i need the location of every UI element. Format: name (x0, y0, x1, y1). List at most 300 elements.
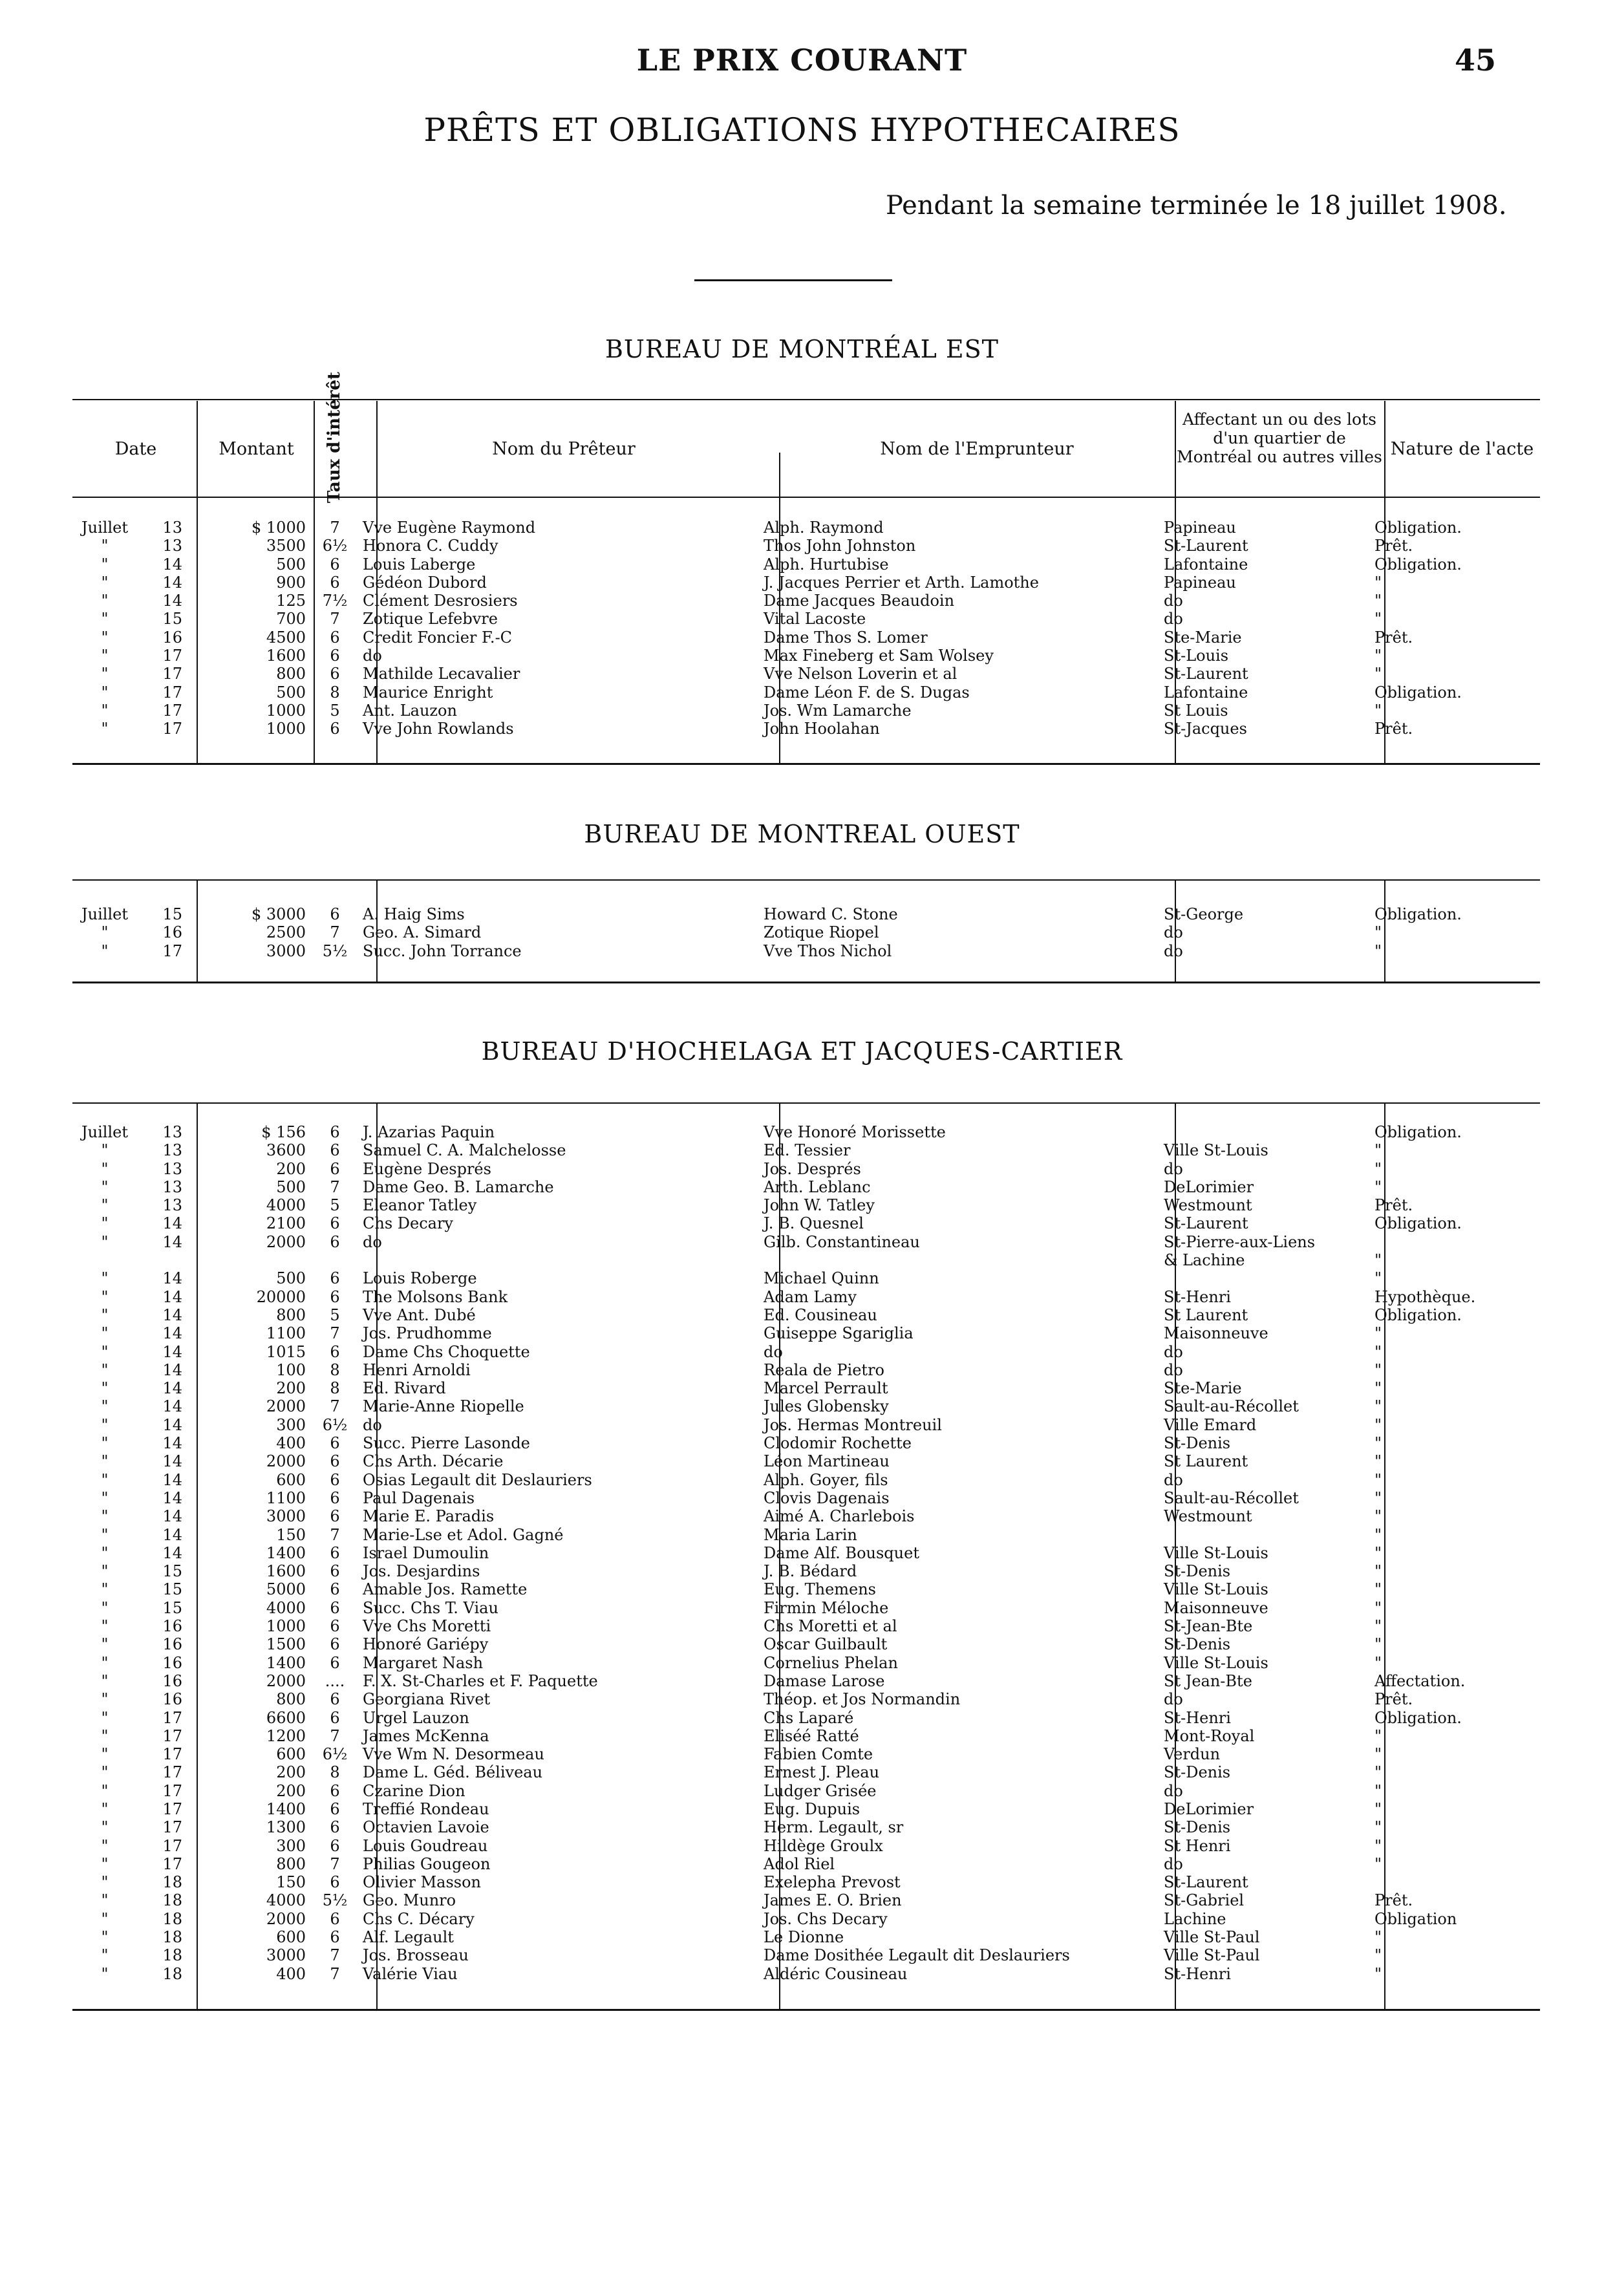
table-row (72, 942, 1549, 960)
date-day: 14 (162, 1342, 182, 1361)
amount-cell: 1600 (266, 1562, 306, 1581)
date-month: " (101, 647, 109, 665)
quarter-cell: Ville St-Louis (1164, 1580, 1268, 1599)
lender-cell: James McKenna (363, 1726, 489, 1745)
rate-cell: 8 (330, 1379, 340, 1398)
date-month: " (101, 1141, 109, 1160)
date-day: 18 (162, 1928, 182, 1947)
date-cell (72, 1361, 199, 1379)
table-row (72, 1324, 1549, 1342)
nature-cell: " (1374, 1177, 1382, 1196)
nature-cell: Prêt. (1374, 1690, 1413, 1709)
date-month: Juillet (81, 905, 128, 923)
table-hochelaga (72, 1123, 1549, 1983)
quarter-cell: St Jean-Bte (1164, 1671, 1252, 1690)
table-row (72, 1160, 1549, 1178)
nature-cell: Hypothèque. (1374, 1287, 1476, 1306)
nature-cell: Affectation. (1374, 1671, 1466, 1690)
nature-cell: " (1374, 1452, 1382, 1471)
nature-cell: " (1374, 1360, 1382, 1379)
table-montreal-est (72, 519, 1549, 738)
date-month: " (101, 941, 109, 960)
date-day: 17 (162, 647, 182, 665)
table-row (72, 1233, 1549, 1251)
borrower-cell: Jos. Hermas Montreuil (764, 1415, 942, 1434)
quarter-cell: St-Laurent (1164, 537, 1248, 555)
lender-cell: Louis Roberge (363, 1269, 477, 1288)
date-cell (72, 1580, 199, 1598)
table-row (72, 1452, 1549, 1470)
date-day: 14 (162, 1324, 182, 1343)
quarter-cell: St-Laurent (1164, 665, 1248, 683)
section-2-top-rule (72, 879, 1540, 881)
nature-cell: Prêt. (1374, 537, 1413, 555)
date-cell (72, 1654, 199, 1672)
borrower-cell: Hildège Groulx (764, 1836, 883, 1855)
nature-cell: " (1374, 610, 1382, 628)
amount-cell: 2000 (266, 1452, 306, 1471)
nature-cell: " (1374, 1928, 1382, 1947)
amount-cell: 1100 (266, 1324, 306, 1343)
borrower-cell: Adam Lamy (764, 1287, 857, 1306)
date-cell (72, 702, 199, 720)
borrower-cell: Le Dionne (764, 1928, 844, 1947)
quarter-cell: Sault-au-Récollet (1164, 1397, 1299, 1416)
amount-cell: 800 (276, 665, 306, 683)
nature-cell: Obligation. (1374, 683, 1462, 702)
table-row (72, 1434, 1549, 1452)
quarter-cell: Ville St-Louis (1164, 1543, 1268, 1562)
quarter-cell: St-Laurent (1164, 1873, 1248, 1892)
quarter-cell: Papineau (1164, 573, 1236, 592)
borrower-cell: Eliséé Ratté (764, 1726, 859, 1745)
rate-cell: 5½ (322, 1891, 348, 1910)
date-day: 14 (162, 1434, 182, 1453)
date-month: " (101, 1196, 109, 1215)
table-row (72, 1672, 1549, 1690)
rate-cell: 7 (330, 923, 340, 942)
rate-cell: 7 (330, 519, 340, 537)
borrower-cell: Howard C. Stone (764, 905, 898, 923)
date-month: " (101, 1635, 109, 1654)
borrower-cell: Vital Lacoste (764, 610, 866, 628)
rate-cell: 6½ (322, 1415, 348, 1434)
date-day: 17 (162, 1763, 182, 1782)
quarter-cell: Maisonneuve (1164, 1324, 1268, 1343)
table-row (72, 683, 1549, 702)
nature-cell: " (1374, 1726, 1382, 1745)
borrower-cell: Thos John Johnston (764, 537, 916, 555)
date-month: " (101, 701, 109, 720)
date-day: 17 (162, 720, 182, 738)
lender-cell: Gédéon Dubord (363, 573, 487, 592)
date-cell (72, 1599, 199, 1617)
date-day: 14 (162, 1507, 182, 1526)
date-month: " (101, 1562, 109, 1581)
amount-cell: 800 (276, 1854, 306, 1873)
quarter-cell: St-Jacques (1164, 720, 1247, 738)
date-day: 17 (162, 1854, 182, 1873)
table-row (72, 1196, 1549, 1214)
quarter-cell: do (1164, 1781, 1183, 1800)
lender-cell: do (363, 1415, 382, 1434)
date-cell (72, 1891, 199, 1909)
date-day: 14 (162, 1525, 182, 1544)
lender-cell: Credit Foncier F.-C (363, 628, 513, 647)
lender-cell: Jos. Desjardins (363, 1562, 480, 1581)
nature-cell: Prêt. (1374, 1196, 1413, 1215)
amount-cell: 1000 (266, 701, 306, 720)
borrower-cell: Marcel Perrault (764, 1379, 888, 1398)
borrower-cell: Ed. Tessier (764, 1141, 851, 1160)
borrower-cell: Jules Globensky (764, 1397, 889, 1416)
nature-cell: " (1374, 573, 1382, 592)
lender-cell: Valérie Viau (363, 1964, 458, 1983)
quarter-cell (1161, 1526, 1371, 1544)
table-row (72, 923, 1549, 941)
date-cell (72, 1709, 199, 1727)
table-row (72, 1873, 1549, 1891)
lender-cell: Chs C. Décary (363, 1909, 475, 1928)
amount-cell: 1500 (266, 1635, 306, 1654)
borrower-cell: Vve Honoré Morissette (764, 1123, 946, 1141)
date-cell (72, 1727, 199, 1745)
quarter-cell: St-Henri (1164, 1708, 1231, 1727)
quarter-cell: Maisonneuve (1164, 1598, 1268, 1617)
quarter-cell: St-Denis (1164, 1562, 1231, 1581)
borrower-cell: James E. O. Brien (764, 1891, 902, 1910)
table-row (72, 1855, 1549, 1873)
amount-cell: 500 (276, 1177, 306, 1196)
date-cell (72, 1562, 199, 1580)
rate-cell: 6 (330, 1342, 340, 1361)
rate-cell: 8 (330, 1763, 340, 1782)
lender-cell: Mathilde Lecavalier (363, 665, 520, 683)
lender-cell: Olivier Masson (363, 1873, 481, 1892)
nature-cell: " (1374, 1799, 1382, 1818)
nature-cell: " (1374, 1763, 1382, 1782)
rate-cell: 6 (330, 628, 340, 647)
nature-cell: Obligation. (1374, 1214, 1462, 1233)
rate-cell: 6 (330, 905, 340, 923)
lender-cell: Octavien Lavoie (363, 1818, 489, 1837)
nature-cell (1371, 1873, 1549, 1891)
nature-cell: " (1374, 1964, 1382, 1983)
quarter-cell: Ville St-Louis (1164, 1653, 1268, 1672)
rate-cell: 6 (330, 1799, 340, 1818)
date-day: 14 (162, 1305, 182, 1324)
table-row (72, 1526, 1549, 1544)
table-row (72, 537, 1549, 555)
date-cell (72, 1288, 199, 1306)
amount-cell: $ 3000 (251, 905, 306, 923)
date-month: " (101, 1891, 109, 1910)
table-row (72, 555, 1549, 574)
rate-cell: 6 (330, 1232, 340, 1251)
rate-cell: 6 (330, 647, 340, 665)
borrower-cell: Guiseppe Sgariglia (764, 1324, 914, 1343)
date-day: 16 (162, 1671, 182, 1690)
date-month: Juillet (81, 1123, 128, 1141)
col-amount-header: Montant (219, 439, 294, 459)
amount-cell: 3600 (266, 1141, 306, 1160)
nature-cell: " (1374, 1653, 1382, 1672)
table-row (72, 1928, 1549, 1946)
amount-cell: 2000 (266, 1909, 306, 1928)
quarter-cell: St-George (1164, 905, 1244, 923)
nature-cell: " (1374, 1251, 1382, 1270)
quarter-cell: St-Pierre-aux-Liens (1164, 1232, 1316, 1251)
date-day: 13 (162, 1159, 182, 1178)
borrower-cell: do (764, 1342, 783, 1361)
table-row (72, 1891, 1549, 1909)
amount-cell: 150 (276, 1525, 306, 1544)
date-cell (72, 537, 199, 555)
quarter-cell: do (1164, 1360, 1183, 1379)
date-day: 14 (162, 1470, 182, 1489)
date-month: " (101, 1434, 109, 1453)
table-row (72, 1306, 1549, 1324)
date-cell (72, 519, 199, 537)
date-cell (72, 1526, 199, 1544)
amount-cell: 125 (276, 592, 306, 610)
table-row (72, 905, 1549, 923)
date-month: " (101, 1415, 109, 1434)
quarter-cell (1161, 1123, 1371, 1141)
amount-cell: 500 (276, 1269, 306, 1288)
amount-cell: 1600 (266, 647, 306, 665)
rate-cell: 6 (330, 1452, 340, 1471)
borrower-cell: Alph. Hurtubise (764, 555, 889, 574)
section-1-bottom-rule (72, 763, 1540, 765)
amount-cell: 400 (276, 1434, 306, 1453)
rate-cell: 8 (330, 683, 340, 702)
nature-cell: Prêt. (1374, 720, 1413, 738)
table-row (72, 1507, 1549, 1525)
table-montreal-ouest (72, 905, 1549, 960)
table-row (72, 628, 1549, 647)
lender-cell: Jos. Brosseau (363, 1946, 469, 1965)
amount-cell: 1000 (266, 1617, 306, 1636)
lender-cell: Louis Laberge (363, 555, 476, 574)
date-month: Juillet (81, 519, 128, 537)
lender-cell: Henri Arnoldi (363, 1360, 471, 1379)
nature-cell: " (1374, 647, 1382, 665)
date-month: " (101, 1452, 109, 1471)
rate-cell: 6 (330, 1470, 340, 1489)
date-day: 17 (162, 1726, 182, 1745)
date-cell (72, 1946, 199, 1964)
borrower-cell (760, 1251, 1161, 1269)
header-top-rule (72, 399, 1540, 400)
table-row (72, 1617, 1549, 1635)
nature-cell: " (1374, 923, 1382, 942)
amount-cell: 200 (276, 1379, 306, 1398)
amount-cell: 20000 (256, 1287, 306, 1306)
date-day: 16 (162, 923, 182, 942)
borrower-cell: Eug. Themens (764, 1580, 876, 1599)
nature-cell: " (1374, 1543, 1382, 1562)
nature-cell: " (1374, 1745, 1382, 1764)
quarter-cell: Verdun (1164, 1745, 1221, 1764)
date-month: " (101, 923, 109, 942)
rate-cell: 6 (330, 1580, 340, 1599)
borrower-cell: Dame Dosithée Legault dit Deslauriers (764, 1946, 1070, 1965)
nature-cell: " (1374, 701, 1382, 720)
rate-cell: 6 (330, 1617, 340, 1636)
lender-cell: Philias Gougeon (363, 1854, 491, 1873)
date-cell (72, 1818, 199, 1836)
col-nature-header: Nature de l'acte (1390, 439, 1534, 459)
nature-cell: " (1374, 1415, 1382, 1434)
date-month: " (101, 720, 109, 738)
date-cell (72, 942, 199, 960)
lender-cell: Succ. John Torrance (363, 941, 522, 960)
date-cell (72, 1379, 199, 1397)
date-month: " (101, 1763, 109, 1782)
amount-cell: 2000 (266, 1232, 306, 1251)
quarter-cell: Papineau (1164, 519, 1236, 537)
borrower-cell: Fabien Comte (764, 1745, 873, 1764)
date-cell (72, 610, 199, 628)
rate-cell: 6 (330, 1141, 340, 1160)
lender-cell: do (363, 647, 382, 665)
date-day: 14 (162, 555, 182, 574)
quarter-cell: St Henri (1164, 1836, 1231, 1855)
borrower-cell: Adol Riel (764, 1854, 835, 1873)
date-day: 17 (162, 701, 182, 720)
rate-cell: 6 (330, 1635, 340, 1654)
rate-cell: 6 (330, 1690, 340, 1709)
borrower-cell: Chs Laparé (764, 1708, 854, 1727)
quarter-cell: St Louis (1164, 701, 1228, 720)
date-day: 13 (162, 1141, 182, 1160)
date-cell (72, 1489, 199, 1507)
nature-cell: " (1374, 941, 1382, 960)
borrower-cell: Léon Martineau (764, 1452, 890, 1471)
amount-cell: 1015 (266, 1342, 306, 1361)
table-row (72, 1910, 1549, 1928)
amount-cell: 1300 (266, 1818, 306, 1837)
lender-cell: Vve John Rowlands (363, 720, 514, 738)
borrower-cell: Jos. Després (764, 1159, 861, 1178)
lender-cell: Margaret Nash (363, 1653, 484, 1672)
rate-cell: 6 (330, 1269, 340, 1288)
amount-cell: 3000 (266, 941, 306, 960)
rate-cell: 5 (330, 1196, 340, 1215)
nature-cell: Prêt. (1374, 1891, 1413, 1910)
rate-cell: 6½ (322, 537, 348, 555)
nature-cell: " (1374, 592, 1382, 610)
quarter-cell: Lafontaine (1164, 555, 1248, 574)
date-month: " (101, 1799, 109, 1818)
table-row (72, 647, 1549, 665)
amount-cell: 300 (276, 1415, 306, 1434)
date-day: 13 (162, 519, 182, 537)
lender-cell: Louis Goudreau (363, 1836, 488, 1855)
borrower-cell: Michael Quinn (764, 1269, 879, 1288)
rate-cell: 6 (330, 1928, 340, 1947)
lender-cell: do (363, 1232, 382, 1251)
borrower-cell: Aldéric Cousineau (764, 1964, 908, 1983)
rate-cell: 6 (330, 1287, 340, 1306)
nature-cell: " (1374, 1488, 1382, 1507)
borrower-cell: Vve Thos Nichol (764, 941, 892, 960)
quarter-cell: Ville St-Paul (1164, 1928, 1260, 1947)
date-month: " (101, 1653, 109, 1672)
date-month: " (101, 628, 109, 647)
rate-cell: 6 (330, 1543, 340, 1562)
date-month: " (101, 665, 109, 683)
date-day: 17 (162, 941, 182, 960)
rate-cell: 5 (330, 1305, 340, 1324)
borrower-cell: J. B. Quesnel (764, 1214, 864, 1233)
date-day: 18 (162, 1946, 182, 1965)
nature-cell: " (1374, 1141, 1382, 1160)
amount-cell: 4000 (266, 1598, 306, 1617)
borrower-cell: Cornelius Phelan (764, 1653, 898, 1672)
borrower-cell: Jos. Chs Decary (764, 1909, 888, 1928)
date-cell (72, 1324, 199, 1342)
date-cell (72, 1873, 199, 1891)
lender-cell: Honoré Gariépy (363, 1635, 489, 1654)
date-day: 15 (162, 1562, 182, 1581)
date-cell (72, 1160, 199, 1178)
date-month: " (101, 592, 109, 610)
rate-cell: 6 (330, 1159, 340, 1178)
nature-cell: " (1374, 1434, 1382, 1453)
nature-cell: " (1374, 1324, 1382, 1343)
table-row (72, 1178, 1549, 1196)
rate-cell: 6 (330, 1214, 340, 1233)
rate-cell: 6 (330, 1836, 340, 1855)
lender-cell: Czarine Dion (363, 1781, 465, 1800)
page-number: 45 (1455, 43, 1497, 78)
date-day: 16 (162, 1653, 182, 1672)
nature-cell: " (1374, 1946, 1382, 1965)
borrower-cell: Ernest J. Pleau (764, 1763, 880, 1782)
amount-cell: 500 (276, 683, 306, 702)
amount-cell: $ 1000 (251, 519, 306, 537)
date-cell (72, 720, 199, 738)
date-day: 17 (162, 1745, 182, 1764)
nature-cell: " (1374, 1397, 1382, 1416)
rate-cell: 6 (330, 1598, 340, 1617)
date-day: 18 (162, 1964, 182, 1983)
quarter-cell: do (1164, 1854, 1183, 1873)
table-row (72, 1141, 1549, 1159)
table-row (72, 1690, 1549, 1708)
nature-cell: " (1374, 1580, 1382, 1599)
borrower-cell: Zotique Riopel (764, 923, 879, 942)
date-day: 16 (162, 628, 182, 647)
rate-cell: 7½ (322, 592, 348, 610)
amount-cell: 1400 (266, 1799, 306, 1818)
date-cell (72, 1214, 199, 1232)
date-day: 14 (162, 1214, 182, 1233)
section-title-montreal-ouest: BUREAU DE MONTREAL OUEST (584, 820, 1020, 848)
borrower-cell: Damase Larose (764, 1671, 885, 1690)
lender-cell: Amable Jos. Ramette (363, 1580, 528, 1599)
amount-cell: 1400 (266, 1653, 306, 1672)
date-cell (72, 1507, 199, 1525)
date-cell (72, 1434, 199, 1452)
borrower-cell: Vve Nelson Loverin et al (764, 665, 957, 683)
amount-cell: 900 (276, 573, 306, 592)
lender-cell: Georgiana Rivet (363, 1690, 491, 1709)
date-day: 15 (162, 1580, 182, 1599)
lender-cell: J. Azarias Paquin (363, 1123, 495, 1141)
